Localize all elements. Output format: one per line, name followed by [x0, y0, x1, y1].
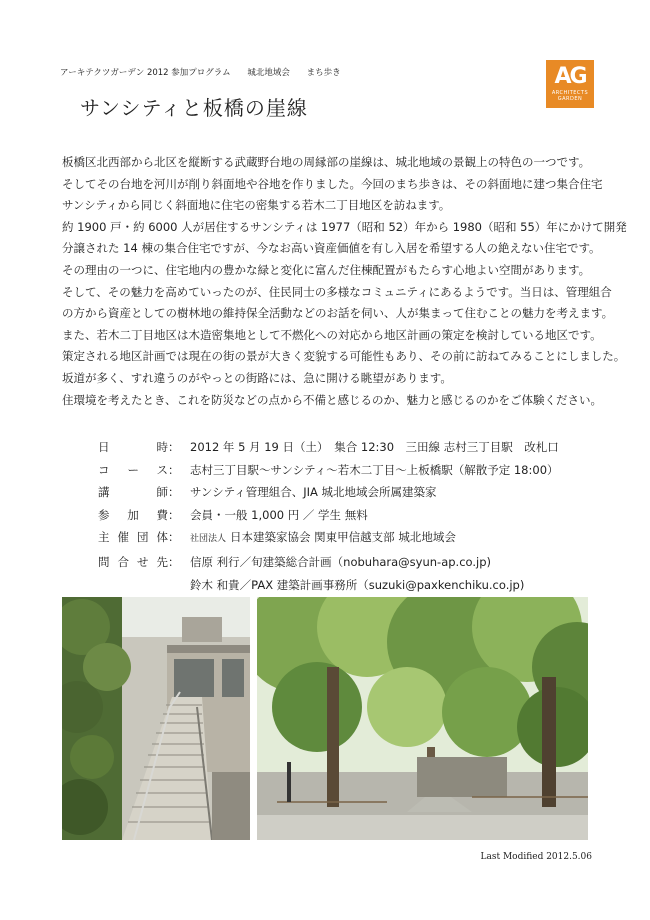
park-photo — [257, 597, 588, 840]
logo-text: ARCHITECTS GARDEN — [551, 90, 589, 102]
program-label: アーキテクツガーデン 2012 参加プログラム — [60, 68, 231, 78]
intro-line: そしてその台地を河川が削り斜面地や谷地を作りました。今回のまち歩きは、その斜面地に建つ集合住宅 — [62, 176, 603, 191]
intro-line: 板橋区北西部から北区を縦断する武蔵野台地の周縁部の崖線は、城北地域の景観上の特色の一つです。 — [62, 155, 591, 169]
intro-line: そして、その魅力を高めていったのが、住民同士の多様なコミュニティにあるようです。当日は、管理組合 — [62, 284, 612, 299]
architects-garden-logo — [546, 60, 594, 108]
logo-mark: AG — [554, 64, 586, 89]
intro-line: その理由の一つに、住宅地内の豊かな緑と変化に富んだ住棟配置がもたらす心地よい空間があります。 — [62, 262, 591, 277]
detail-row-organizer: 主催団体 ： 社団法人 日本建築家協会 関東甲信越支部 城北地域会 — [98, 526, 559, 551]
intro-line: サンシティから同じく斜面地に住宅の密集する若木二丁目地区を訪ねます。 — [62, 198, 451, 213]
contact-value-2: 鈴木 和貴／PAX 建築計画事務所（suzuki@paxkenchiku.co.jp) — [190, 577, 525, 592]
page-title: サンシティと板橋の崖線 — [80, 96, 308, 120]
contact-label: 問合せ先 — [98, 554, 168, 569]
detail-row-date: 日 時 ： 2012 年 5 月 19 日（土） 集合 12:30 三田線 志村三丁目駅 改札口 — [98, 436, 559, 459]
detail-row-lecturer: 講 師 ： サンシティ管理組合、JIA 城北地域会所属建築家 — [98, 481, 559, 504]
lecturer-label: 講 師 — [98, 485, 168, 500]
intro-line: 坂道が多く、すれ違うのがやっとの街路には、急に開ける眺望があります。 — [62, 370, 452, 385]
contact-value: 信原 利行／旬建築総合計画（nobuhara@syun-ap.co.jp) — [190, 554, 491, 569]
course-label: コース — [98, 462, 168, 477]
last-modified: Last Modified 2012.5.06 — [480, 852, 592, 862]
detail-row-course: コース ： 志村三丁目駅～サンシティ～若木二丁目～上板橋駅（解散予定 18:00） — [98, 459, 559, 482]
event-details — [98, 436, 559, 596]
fee-label: 参加費 — [98, 507, 168, 522]
intro-line: 策定される地区計画では現在の街の景が大きく変貌する可能性もあり、その前に訪ねてみることにしました。 — [62, 349, 626, 364]
course-value: 志村三丁目駅～サンシティ～若木二丁目～上板橋駅（解散予定 18:00） — [190, 462, 559, 477]
event-type-label: まち歩き — [306, 68, 341, 78]
intro-text — [62, 152, 627, 411]
detail-row-contact-2 — [98, 574, 559, 597]
intro-line: 約 1900 戸・約 6000 人が居住するサンシティは 1977（昭和 52）年から 1980（昭和 55）年にかけて開発 — [62, 219, 627, 234]
intro-line: 住環境を考えたとき、これを防災などの点から不備と感じるのか、魅力と感じるのかをご体験ください。 — [62, 392, 603, 407]
organizer-label: 主催団体 — [98, 530, 168, 545]
date-value: 2012 年 5 月 19 日（土） 集合 12:30 三田線 志村三丁目駅 改札口 — [190, 440, 559, 454]
intro-line: の方から資産としての樹林地の維持保全活動などのお話を伺い、人が集まって住むことの魅力を考えます。 — [62, 306, 614, 321]
detail-row-contact: 問合せ先 ： 信原 利行／旬建築総合計画（nobuhara@syun-ap.co.jp) — [98, 551, 559, 574]
intro-line: また、若木二丁目地区は木造密集地として不燃化への対応から地区計画の策定を検討している地区です。 — [62, 327, 602, 342]
lecturer-value: サンシティ管理組合、JIA 城北地域会所属建築家 — [190, 485, 437, 500]
stairway-photo — [62, 597, 250, 840]
intro-line: 分譲された 14 棟の集合住宅ですが、今なお高い資産価値を有し入居を希望する人の絶えない住宅です。 — [62, 241, 601, 256]
date-label: 日 時 — [98, 440, 168, 454]
detail-row-fee: 参加費 ： 会員・一般 1,000 円 ／ 学生 無料 — [98, 504, 559, 527]
header-line — [60, 66, 355, 78]
fee-value: 会員・一般 1,000 円 ／ 学生 無料 — [190, 507, 368, 522]
area-label: 城北地域会 — [247, 68, 290, 78]
organizer-value: 社団法人 日本建築家協会 関東甲信越支部 城北地域会 — [190, 530, 456, 545]
